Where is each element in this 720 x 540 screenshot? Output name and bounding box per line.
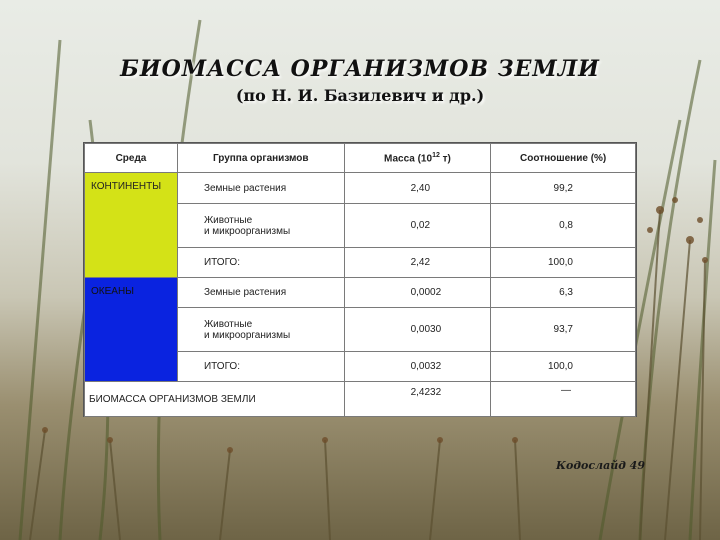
mass-cell: 0,0032 [344, 352, 491, 382]
header-mass: Масса ($10^{12}$ т) [344, 144, 491, 173]
env-continents: КОНТИНЕНТЫ [85, 173, 178, 278]
mass-cell: 2,42 [344, 248, 491, 278]
header-ratio: Соотношение (%) [491, 144, 636, 173]
page-title: БИОМАССА ОРГАНИЗМОВ ЗЕМЛИ [120, 56, 600, 82]
group-cell: Животные и микроорганизмы [177, 204, 344, 248]
slide-footer: Кодослайд 49 [556, 459, 645, 472]
table-row [85, 173, 636, 204]
group-cell: Земные растения [177, 278, 344, 308]
table-row [85, 278, 636, 308]
table-header-row [85, 144, 636, 173]
page-subtitle: (по Н. И. Базилевич и др.) [235, 86, 485, 105]
total-label-cell: ИТОГО: [177, 248, 344, 278]
mass-cell: 0,0002 [344, 278, 491, 308]
group-cell: Животные и микроорганизмы [177, 308, 344, 352]
mass-cell: 0,0030 [344, 308, 491, 352]
ratio-cell: 93,7 [491, 308, 636, 352]
mass-cell: 2,40 [344, 173, 491, 204]
ratio-cell: 0,8 [491, 204, 636, 248]
mass-cell: 0,02 [344, 204, 491, 248]
biomass-table [83, 142, 637, 417]
grand-total-row [85, 382, 636, 417]
ratio-cell: 100,0 [491, 248, 636, 278]
grand-total-ratio: — [491, 382, 636, 417]
header-env: Среда [85, 144, 178, 173]
header-group: Группа организмов [177, 144, 344, 173]
ratio-cell: 99,2 [491, 173, 636, 204]
group-cell: Земные растения [177, 173, 344, 204]
grand-total-mass: 2,4232 [344, 382, 491, 417]
grand-total-label: БИОМАССА ОРГАНИЗМОВ ЗЕМЛИ [85, 382, 345, 417]
total-label-cell: ИТОГО: [177, 352, 344, 382]
ratio-cell: 100,0 [491, 352, 636, 382]
env-oceans: ОКЕАНЫ [85, 278, 178, 382]
ratio-cell: 6,3 [491, 278, 636, 308]
